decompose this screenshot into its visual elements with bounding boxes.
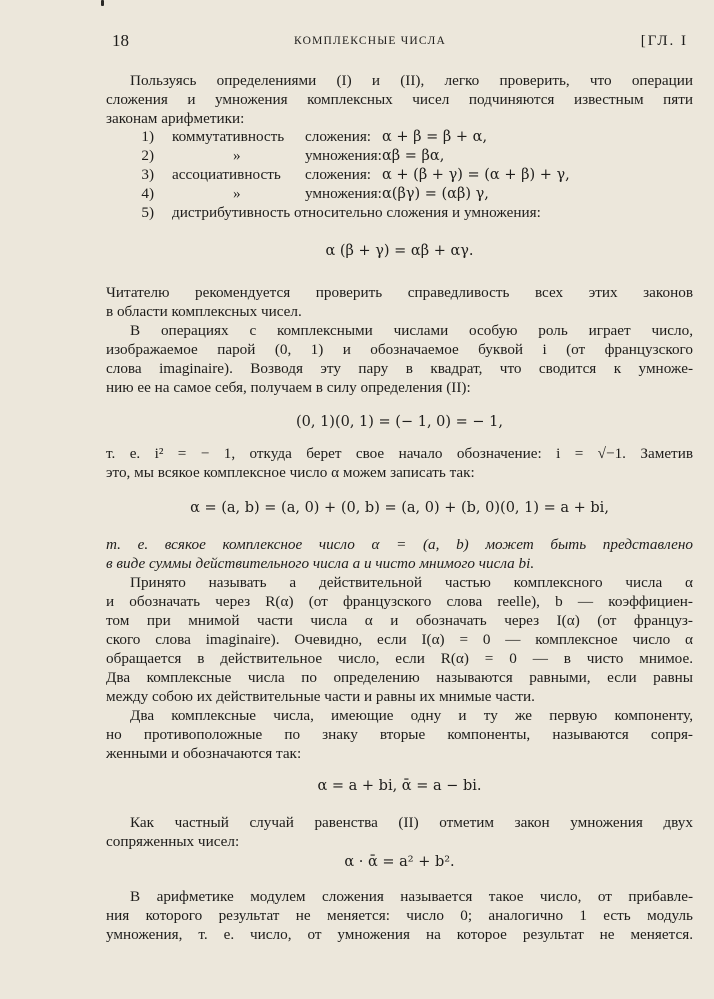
ditto-mark: » — [233, 147, 241, 164]
equation: (0, 1)(0, 1) = (− 1, 0) = − 1, — [295, 414, 504, 430]
text-line: в области комплексных чисел. — [106, 303, 302, 320]
text-line: Два комплексные числа по определению называются равными, если равны — [106, 669, 693, 686]
text-line: В арифметике модулем сложения называется такое число, от прибавле- — [130, 888, 693, 905]
text-line: но противоположные по знаку вторые компоненты, называются сопря- — [106, 726, 693, 743]
text-line: т. е. i² = − 1, откуда берет свое начало обозначение: i = √−1. Заметив — [106, 445, 693, 462]
equation: α · ᾱ = a² + b². — [344, 854, 455, 870]
law-operation: сложения: — [305, 166, 372, 183]
equation: α = (a, b) = (a, 0) + (0, b) = (a, 0) + (b, 0)(0, 1) = a + bi, — [190, 500, 609, 516]
law-formula: α(βγ) = (αβ) γ, — [382, 186, 489, 202]
law-number: 3) — [141, 166, 154, 183]
text-line: женными и обозначаются так: — [106, 745, 302, 762]
law-formula: α + β = β + α, — [382, 129, 488, 145]
law-name: ассоциативность — [172, 166, 281, 183]
running-title: КОМПЛЕКСНЫЕ ЧИСЛА — [294, 35, 446, 47]
law-number: 4) — [141, 185, 154, 202]
text-line: умножения, т. е. число, от умножения на которое результат не меняется. — [106, 926, 693, 943]
text-line: ского слова imaginaire). Очевидно, если I(α) = 0 — комплексное число α — [106, 631, 693, 648]
text-line: сложения и умножения комплексных чисел подчиняются известным пяти — [106, 91, 693, 108]
law-formula: α + (β + γ) = (α + β) + γ, — [382, 167, 570, 183]
text-line: и обозначать через R(α) (от французского слова reelle), b — коэффициен- — [106, 593, 693, 610]
law-formula: αβ = βα, — [382, 148, 445, 164]
text-line: В операциях с комплексными числами особую роль играет число, — [130, 322, 693, 339]
text-line: Читателю рекомендуется проверить справедливость всех этих законов — [106, 284, 693, 301]
text-line: Пользуясь определениями (I) и (II), легко проверить, что операции — [130, 72, 693, 89]
text-line: это, мы всякое комплексное число α можем записать так: — [106, 464, 475, 481]
page-number: 18 — [112, 31, 129, 50]
text-line: ния которого результат не меняется: число 0; аналогично 1 есть модуль — [106, 907, 693, 924]
law-name: дистрибутивность относительно сложения и умножения: — [172, 204, 541, 221]
text-line: сопряженных чисел: — [106, 833, 240, 850]
law-operation: сложения: — [305, 128, 372, 145]
text-line: обращается в действительное число, если R(α) = 0 — в чисто мнимое. — [106, 650, 693, 667]
text-line: т. е. всякое комплексное число α = (a, b) может быть представлено — [106, 536, 693, 553]
equation: α = a + bi, ᾱ = a − bi. — [317, 778, 482, 794]
law-operation: умножения: — [305, 185, 382, 202]
law-name: коммутативность — [172, 128, 285, 145]
text-line: Принято называть a действительной частью комплексного числа α — [130, 574, 693, 591]
ditto-mark: » — [233, 185, 241, 202]
text-line: Как частный случай равенства (II) отметим закон умножения двух — [130, 814, 693, 831]
text-line: между собою их действительные части и равны их мнимые части. — [106, 688, 535, 705]
chapter-label: [ГЛ. I — [640, 33, 688, 49]
print-mark — [101, 0, 104, 6]
text-line: слова imaginaire). Возводя эту пару в квадрат, что сводится к умноже- — [106, 360, 693, 377]
law-operation: умножения: — [305, 147, 382, 164]
text-line: законам арифметики: — [106, 110, 245, 127]
equation: α (β + γ) = αβ + αγ. — [325, 243, 474, 259]
law-number: 5) — [141, 204, 154, 221]
text-line: Два комплексные числа, имеющие одну и ту же первую компоненту, — [130, 707, 693, 724]
text-line: изображаемое парой (0, 1) и обозначаемое буквой i (от французского — [106, 341, 693, 358]
law-number: 2) — [141, 147, 154, 164]
text-line: в виде суммы действительного числа a и чисто мнимого числа bi. — [106, 555, 535, 572]
text-line: том при мнимой части числа α и обозначать через I(α) (от француз- — [106, 612, 693, 629]
text-line: нию ее на самое себя, получаем в силу определения (II): — [106, 379, 471, 396]
law-number: 1) — [141, 128, 154, 145]
